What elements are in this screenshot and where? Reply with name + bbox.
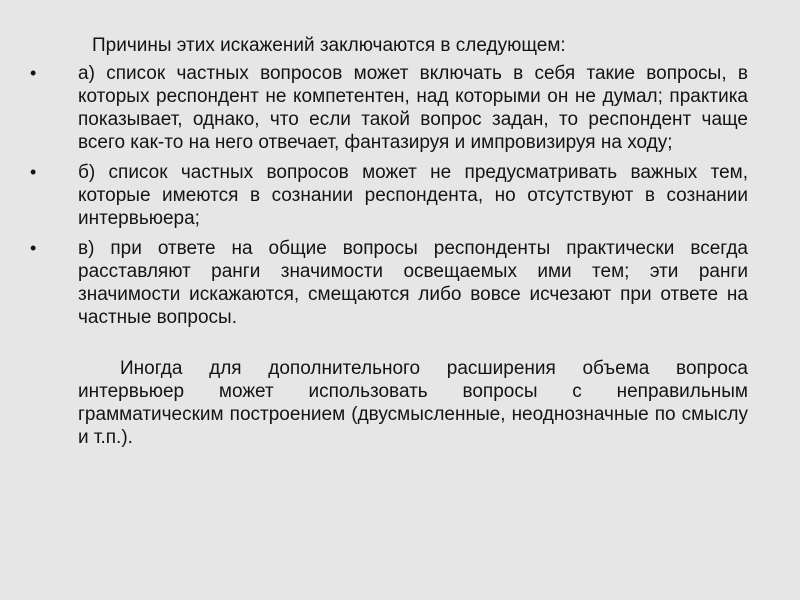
intro-text: Причины этих искажений заключаются в следующем: — [92, 35, 566, 56]
bullet-text-c: в) при ответе на общие вопросы респонденты практически всегда расставляют ранги значимости освещаемых ими тем; эти ранги значимости искажаются, смещаются либо вовсе исчезают при ответе на частные вопросы. — [78, 238, 748, 328]
bullet-item-a — [30, 62, 748, 154]
bullet-text-b: б) список частных вопросов может не предусматривать важных тем, которые имеются в сознании респондента, но отсутствуют в сознании интервьюера; — [78, 162, 748, 229]
bullet-item-c — [30, 237, 748, 329]
bullet-dot-icon: • — [30, 238, 37, 258]
closing-paragraph: Иногда для дополнительного расширения объема вопроса интервьюер может использовать вопросы с неправильным грамматическим построением (двусмысленные, неоднозначные по смыслу и т.п.). — [78, 358, 748, 448]
bullet-dot-icon: • — [30, 63, 37, 83]
bullet-dot-icon: • — [30, 162, 37, 182]
bullet-text-a: а) список частных вопросов может включать в себя такие вопросы, в которых респондент не компетентен, над которыми он не думал; практика показывает, однако, что если такой вопрос задан, то респондент чаще всего как-то на него отвечает, фантазируя и импровизируя на ходу; — [78, 63, 748, 153]
bullet-list — [30, 62, 748, 336]
bullet-item-b — [30, 161, 748, 230]
